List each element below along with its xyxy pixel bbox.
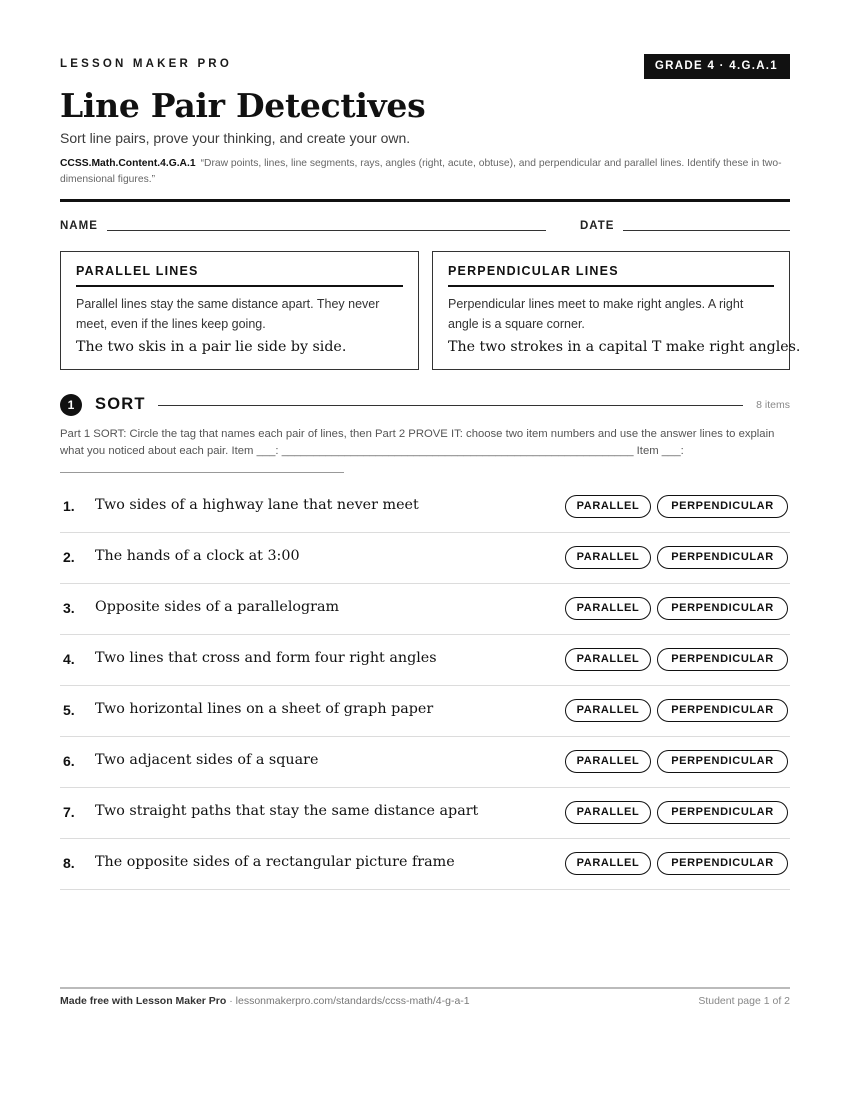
item-text: Opposite sides of a parallelogram	[95, 599, 340, 615]
footer-made-with: Made free with Lesson Maker Pro	[60, 995, 227, 1007]
item-number: 2.	[63, 549, 75, 565]
item-number: 4.	[63, 651, 75, 667]
perpendicular-tag[interactable]: PERPENDICULAR	[657, 546, 788, 569]
answer-blank-line[interactable]	[60, 472, 344, 473]
item-number: 8.	[63, 855, 75, 871]
sort-item	[60, 533, 790, 584]
standard-description	[60, 156, 790, 188]
section-item-count: 8 items	[756, 399, 790, 411]
item-number: 5.	[63, 702, 75, 718]
footer-divider	[60, 987, 790, 989]
perpendicular-tag[interactable]: PERPENDICULAR	[657, 495, 788, 518]
parallel-tag[interactable]: PARALLEL	[565, 648, 651, 671]
parallel-definition-card	[60, 251, 419, 370]
perpendicular-definition-title: PERPENDICULAR LINES	[448, 264, 774, 287]
sort-item	[60, 482, 790, 533]
name-date-row	[60, 218, 790, 234]
parallel-definition-title: PARALLEL LINES	[76, 264, 403, 287]
header-divider	[60, 199, 790, 202]
item-number: 1.	[63, 498, 75, 514]
page-title: Line Pair Detectives	[60, 86, 426, 125]
parallel-tag[interactable]: PARALLEL	[565, 597, 651, 620]
item-number: 3.	[63, 600, 75, 616]
item-number: 6.	[63, 753, 75, 769]
standard-code: CCSS.Math.Content.4.G.A.1	[60, 158, 196, 169]
worksheet-page	[60, 0, 801, 1100]
sort-item	[60, 839, 790, 890]
item-number: 7.	[63, 804, 75, 820]
name-label: NAME	[60, 220, 98, 232]
item-text: Two lines that cross and form four right angles	[95, 650, 437, 666]
date-label: DATE	[580, 220, 615, 232]
item-text: The opposite sides of a rectangular picture frame	[95, 854, 455, 870]
grade-badge: GRADE 4 · 4.G.A.1	[644, 54, 790, 79]
parallel-tag[interactable]: PARALLEL	[565, 801, 651, 824]
sort-item	[60, 635, 790, 686]
item-text: Two sides of a highway lane that never meet	[95, 497, 419, 513]
parallel-definition-text: Parallel lines stay the same distance apart. They never meet, even if the lines keep going.	[76, 297, 380, 331]
item-text: The hands of a clock at 3:00	[95, 548, 300, 564]
sort-item	[60, 737, 790, 788]
parallel-tag[interactable]: PARALLEL	[565, 546, 651, 569]
sort-item-list	[60, 482, 790, 890]
footer-credit	[60, 995, 470, 1007]
perpendicular-tag[interactable]: PERPENDICULAR	[657, 801, 788, 824]
perpendicular-tag[interactable]: PERPENDICULAR	[657, 648, 788, 671]
sort-item	[60, 584, 790, 635]
item-text: Two adjacent sides of a square	[95, 752, 319, 768]
parallel-definition-example: The two skis in a pair lie side by side.	[76, 339, 347, 355]
brand-name: LESSON MAKER PRO	[60, 58, 232, 70]
perpendicular-definition-card	[432, 251, 801, 370]
footer-url: · lessonmakerpro.com/standards/ccss-math/4-g-a-1	[226, 995, 470, 1007]
section-title: SORT	[95, 395, 146, 413]
page-subtitle: Sort line pairs, prove your thinking, and create your own.	[60, 130, 411, 146]
footer-page-number: Student page 1 of 2	[698, 995, 790, 1007]
section-number-badge: 1	[60, 394, 82, 416]
section-header	[60, 394, 790, 416]
date-field[interactable]	[623, 230, 790, 231]
sort-item	[60, 788, 790, 839]
perpendicular-tag[interactable]: PERPENDICULAR	[657, 597, 788, 620]
sort-item	[60, 686, 790, 737]
perpendicular-tag[interactable]: PERPENDICULAR	[657, 750, 788, 773]
section-divider	[158, 405, 743, 406]
parallel-tag[interactable]: PARALLEL	[565, 495, 651, 518]
item-text: Two horizontal lines on a sheet of graph paper	[95, 701, 434, 717]
name-field[interactable]	[107, 230, 546, 231]
perpendicular-definition-text: Perpendicular lines meet to make right angles. A right angle is a square corner.	[448, 297, 744, 331]
standard-text: “Draw points, lines, line segments, rays, angles (right, acute, obtuse), and perpendicular and parallel lines. Identify these in two-dimensional figures.”	[60, 158, 782, 185]
item-text: Two straight paths that stay the same distance apart	[95, 803, 479, 819]
parallel-tag[interactable]: PARALLEL	[565, 699, 651, 722]
section-instructions: Part 1 SORT: Circle the tag that names each pair of lines, then Part 2 PROVE IT: choose two item numbers and use the answer lines to explain what you noticed about each pair. Item ___: ________________________________________________________ Item ___:	[60, 428, 775, 457]
parallel-tag[interactable]: PARALLEL	[565, 750, 651, 773]
parallel-tag[interactable]: PARALLEL	[565, 852, 651, 875]
perpendicular-definition-example: The two strokes in a capital T make right angles.	[448, 339, 801, 355]
perpendicular-tag[interactable]: PERPENDICULAR	[657, 699, 788, 722]
perpendicular-tag[interactable]: PERPENDICULAR	[657, 852, 788, 875]
